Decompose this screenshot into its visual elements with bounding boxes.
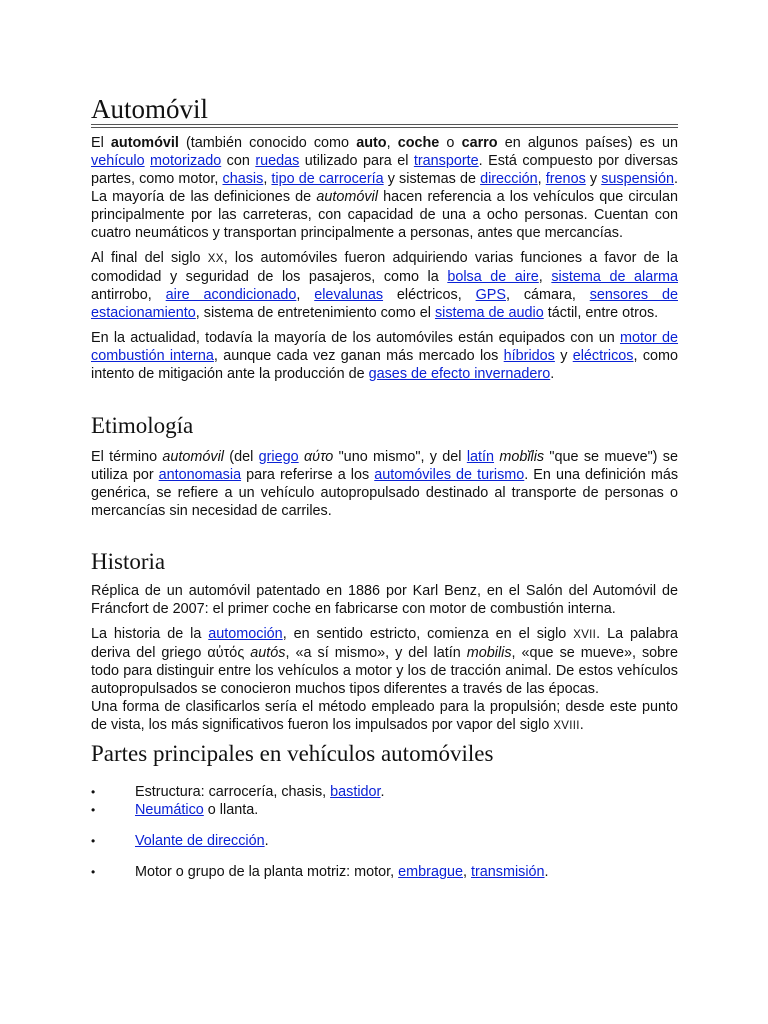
text: Estructura: carrocería, chasis, (135, 784, 331, 800)
link-ruedas[interactable]: ruedas (255, 153, 300, 169)
list-item (91, 801, 678, 819)
text: El término (91, 449, 163, 465)
italic-term: mobilis (466, 645, 512, 661)
list-item (91, 832, 678, 850)
section-heading-etimologia: Etimología (91, 413, 194, 438)
section-heading-historia: Historia (91, 549, 166, 574)
text: (del (224, 449, 259, 465)
text: para referirse a los (241, 467, 375, 483)
link-tipo-de-carroceria[interactable]: tipo de carrocería (271, 171, 384, 187)
link-automoviles-de-turismo[interactable]: automóviles de turismo (374, 467, 525, 483)
text: La historia de la (91, 626, 209, 642)
link-embrague[interactable]: embrague (398, 864, 463, 880)
text: "uno mismo", y del (333, 449, 467, 465)
bullet-icon: • (91, 785, 96, 799)
text: Una forma de clasificarlos sería el método empleado para la propulsión; desde este punto de vista, los más significativos fueron los impulsados por vapor del siglo (91, 699, 678, 733)
text: o (439, 135, 462, 151)
text: "que se mueve") se utiliza por (91, 449, 678, 483)
bullet-icon: • (91, 865, 96, 879)
text: , (296, 287, 315, 303)
bold-term: automóvil (110, 135, 179, 151)
link-electricos[interactable]: eléctricos (572, 348, 634, 364)
link-bastidor[interactable]: bastidor (330, 784, 381, 800)
text: , (386, 135, 398, 151)
list-item (91, 783, 678, 801)
bold-term: coche (397, 135, 440, 151)
century-numeral: XX (207, 253, 224, 265)
list-item (91, 863, 678, 881)
parts-list (91, 783, 678, 881)
historia-caption: Réplica de un automóvil patentado en 1886 por Karl Benz, en el Salón del Automóvil de Fráncfort de 2007: el primer coche en fabricarse con motor de combustión interna. (91, 583, 678, 617)
link-griego[interactable]: griego (258, 449, 299, 465)
historia-paragraph-1 (91, 625, 678, 698)
text: y (585, 171, 602, 187)
link-automocion[interactable]: automoción (208, 626, 283, 642)
text: y sistemas de (383, 171, 481, 187)
link-aire-acondicionado[interactable]: aire acondicionado (165, 287, 297, 303)
link-suspension[interactable]: suspensión (601, 171, 674, 187)
link-motor-de-combustion-interna[interactable]: motor de combustión interna (91, 330, 679, 364)
text: . La mayoría de las definiciones de (91, 171, 678, 205)
text: o llanta. (203, 802, 259, 818)
text: El (91, 135, 111, 151)
link-transmision[interactable]: transmisión (470, 864, 545, 880)
text: , como intento de mitigación ante la producción de (91, 348, 679, 382)
link-frenos[interactable]: frenos (545, 171, 586, 187)
link-gases-de-efecto-invernadero[interactable]: gases de efecto invernadero (368, 366, 551, 382)
bold-term: carro (461, 135, 498, 151)
link-sistema-de-alarma[interactable]: sistema de alarma (551, 269, 678, 285)
text: (también conocido como (178, 135, 357, 151)
bold-term: auto (356, 135, 387, 151)
text: antirrobo, (91, 287, 166, 303)
article (91, 0, 678, 881)
italic-term: automóvil (162, 449, 224, 465)
intro-paragraph-2 (91, 249, 678, 322)
text: . (380, 784, 385, 800)
text: , (462, 864, 471, 880)
text: Al final del siglo (91, 250, 208, 266)
text: , (263, 171, 272, 187)
century-numeral: XVIII (553, 720, 580, 732)
link-motorizado[interactable]: motorizado (150, 153, 222, 169)
link-latin[interactable]: latín (466, 449, 495, 465)
link-direccion[interactable]: dirección (480, 171, 538, 187)
text: En la actualidad, todavía la mayoría de los automóviles están equipados con un (91, 330, 620, 346)
text: . Está compuesto por diversas partes, como motor, (91, 153, 678, 187)
text: . (579, 717, 584, 733)
etimologia-paragraph (91, 448, 678, 520)
intro-paragraph-3 (91, 329, 678, 383)
text: y (554, 348, 573, 364)
text: , en sentido estricto, comienza en el siglo (282, 626, 574, 642)
text: . (544, 864, 549, 880)
link-transporte[interactable]: transporte (413, 153, 479, 169)
link-sistema-de-audio[interactable]: sistema de audio (434, 305, 544, 321)
link-volante-de-direccion[interactable]: Volante de dirección (135, 833, 265, 849)
text: Motor o grupo de la planta motriz: motor, (135, 864, 399, 880)
italic-term: autós (250, 645, 286, 661)
text: eléctricos, (383, 287, 476, 303)
bullet-icon: • (91, 834, 96, 848)
text: , (538, 269, 552, 285)
text: . La palabra deriva del griego αὐτός (91, 626, 679, 661)
page-title: Automóvil (91, 94, 678, 125)
text: . En una definición más genérica, se refiere a un vehículo autopropulsado destinado al transporte de personas o mercancías sin necesidad de carriles. (91, 467, 679, 519)
link-bolsa-de-aire[interactable]: bolsa de aire (447, 269, 539, 285)
text: . (264, 833, 269, 849)
text: utilizado para el (299, 153, 414, 169)
text: , los automóviles fueron adquiriendo varias funciones a favor de la comodidad y seguridad de los pasajeros, como la (91, 250, 679, 285)
link-hibridos[interactable]: híbridos (503, 348, 555, 364)
link-antonomasia[interactable]: antonomasia (158, 467, 242, 483)
text: en algunos países) es un (497, 135, 679, 151)
intro-paragraph-1 (91, 134, 678, 242)
text: hacen referencia a los vehículos que circulan principalmente por las carreteras, con capacidad de una a ocho personas. Cuentan con cuatro neumáticos y transportan principalmente a personas, antes que mercancías. (91, 189, 678, 241)
bullet-icon: • (91, 803, 96, 817)
text: , (537, 171, 546, 187)
link-elevalunas[interactable]: elevalunas (314, 287, 384, 303)
link-sensores-de-estacionamiento[interactable]: sensores de estacionamiento (91, 287, 678, 321)
link-chasis[interactable]: chasis (222, 171, 264, 187)
italic-term: automóvil (316, 189, 378, 205)
link-gps[interactable]: GPS (475, 287, 506, 303)
text: táctil, entre otros. (543, 305, 659, 321)
century-numeral: XVII (573, 629, 597, 641)
link-neumatico[interactable]: Neumático (135, 802, 204, 818)
text: . (550, 366, 555, 382)
link-vehiculo[interactable]: vehículo (91, 153, 145, 169)
text: , «que se mueve», sobre todo para distinguir entre los vehículos a motor y los de tracción animal. De estos vehículos autopropulsados se conocieron muchos tipos diferentes a través de las épocas. (91, 645, 678, 697)
section-heading-partes: Partes principales en vehículos automóviles (91, 741, 494, 766)
text: , sistema de entretenimiento como el (195, 305, 435, 321)
historia-paragraph-2 (91, 698, 678, 735)
italic-term: αύτο (303, 449, 334, 465)
italic-term: mobĭlis (499, 449, 545, 465)
text: , «a sí mismo», y del latín (285, 645, 467, 661)
text: con (221, 153, 256, 169)
text: , cámara, (505, 287, 590, 303)
text: , aunque cada vez ganan más mercado los (213, 348, 504, 364)
